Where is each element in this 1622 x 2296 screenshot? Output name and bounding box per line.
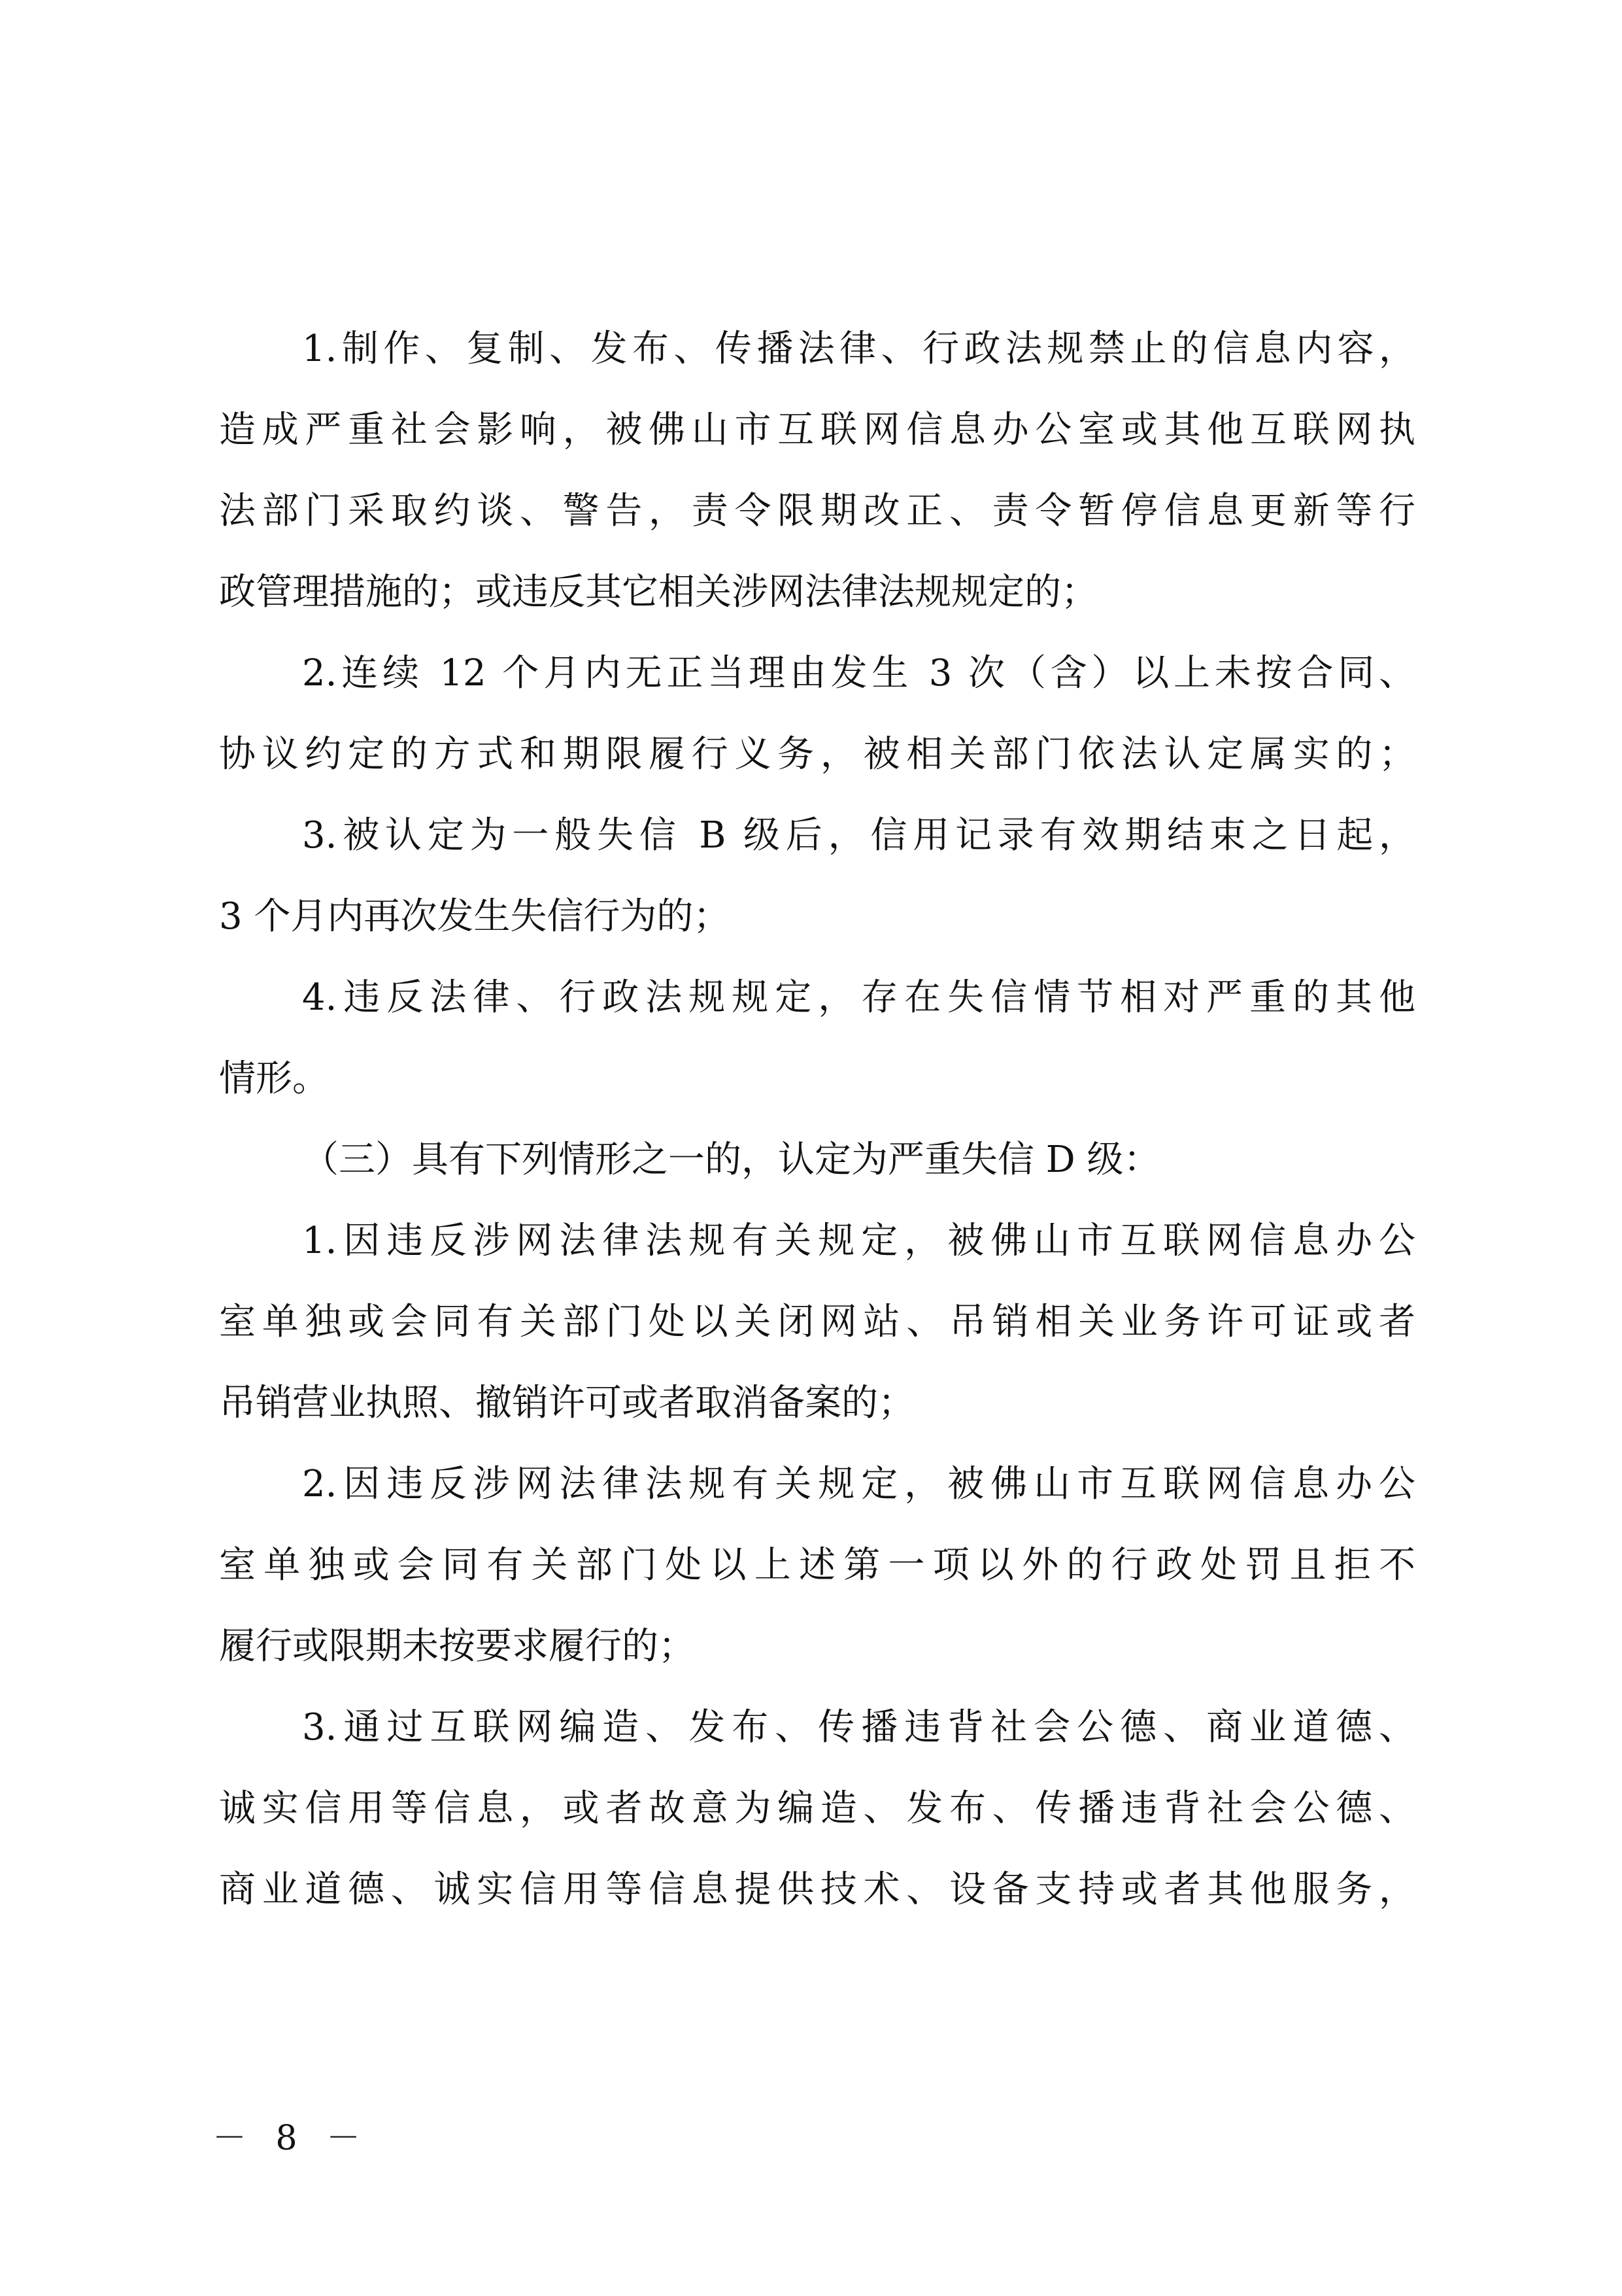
paragraph-line: 1.制作、复制、发布、传播法律、行政法规禁止的信息内容， <box>302 328 1415 370</box>
paragraph-line: 法部门采取约谈、警告，责令限期改正、责令暂停信息更新等行 <box>219 490 1415 532</box>
paragraph-line: 3 个月内再次发生失信行为的； <box>219 895 730 938</box>
paragraph-line: 1.因违反涉网法律法规有关规定，被佛山市互联网信息办公 <box>302 1220 1415 1262</box>
paragraph-line: 情形。 <box>219 1057 329 1100</box>
paragraph-line: 3.被认定为一般失信 B 级后，信用记录有效期结束之日起， <box>302 814 1415 857</box>
paragraph-line: 造成严重社会影响，被佛山市互联网信息办公室或其他互联网执 <box>219 409 1415 451</box>
paragraph-line: 4.违反法律、行政法规规定，存在失信情节相对严重的其他 <box>302 976 1415 1019</box>
paragraph-line: 协议约定的方式和期限履行义务，被相关部门依法认定属实的； <box>219 733 1415 776</box>
paragraph-line: 3.通过互联网编造、发布、传播违背社会公德、商业道德、 <box>302 1706 1415 1749</box>
paragraph-line: 室单独或会同有关部门处以上述第一项以外的行政处罚且拒不 <box>219 1544 1415 1586</box>
paragraph-line: 2.连续 12 个月内无正当理由发生 3 次（含）以上未按合同、 <box>302 652 1415 694</box>
paragraph-line: 商业道德、诚实信用等信息提供技术、设备支持或者其他服务， <box>219 1868 1415 1911</box>
paragraph-line: 诚实信用等信息，或者故意为编造、发布、传播违背社会公德、 <box>219 1787 1415 1830</box>
paragraph-line: 吊销营业执照、撤销许可或者取消备案的； <box>219 1382 915 1424</box>
paragraph-line: 2.因违反涉网法律法规有关规定，被佛山市互联网信息办公 <box>302 1463 1415 1505</box>
section-heading: （三）具有下列情形之一的，认定为严重失信 D 级： <box>302 1139 1160 1181</box>
paragraph-line: 政管理措施的；或违反其它相关涉网法律法规规定的； <box>219 571 1098 613</box>
paragraph-line: 履行或限期未按要求履行的； <box>219 1625 695 1668</box>
document-body <box>219 309 1415 1930</box>
page-number: － 8 － <box>212 2119 370 2158</box>
paragraph-line: 室单独或会同有关部门处以关闭网站、吊销相关业务许可证或者 <box>219 1301 1415 1343</box>
